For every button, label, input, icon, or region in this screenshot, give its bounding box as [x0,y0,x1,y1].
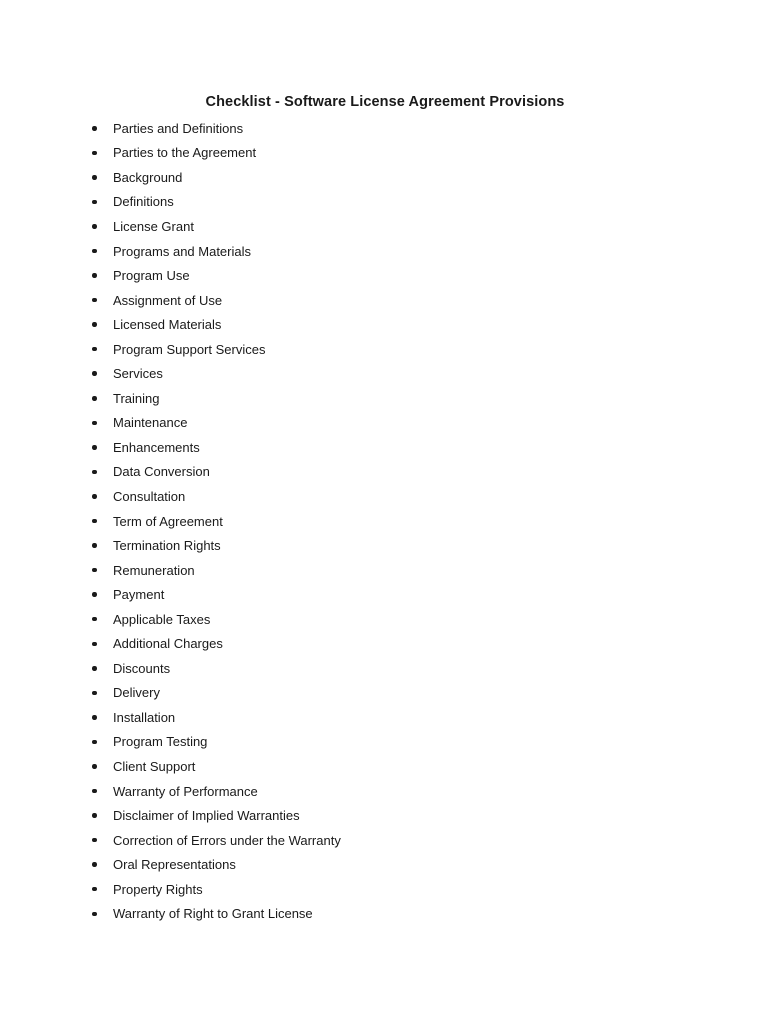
list-item-label: Parties and Definitions [113,120,244,136]
list-item-label: Consultation [113,488,186,504]
list-item [0,190,770,215]
bullet-icon [92,126,97,131]
list-item-label: Property Rights [113,881,203,897]
bullet-icon [92,764,97,769]
bullet-icon [92,347,97,352]
list-item [0,312,770,337]
list-item [0,754,770,779]
list-item [0,558,770,583]
bullet-icon [92,396,97,401]
list-item [0,730,770,755]
bullet-icon [92,224,97,229]
list-item [0,288,770,313]
list-item [0,509,770,534]
list-item [0,902,770,927]
list-item-label: Data Conversion [113,464,210,480]
list-item-label: Oral Representations [113,857,236,873]
bullet-icon [92,273,97,278]
list-item [0,705,770,730]
bullet-icon [92,813,97,818]
bullet-icon [92,666,97,671]
bullet-icon [92,642,97,647]
bullet-icon [92,838,97,843]
list-item [0,582,770,607]
bullet-icon [92,543,97,548]
list-item [0,877,770,902]
list-item [0,411,770,436]
list-item [0,386,770,411]
list-item [0,165,770,190]
list-item [0,460,770,485]
list-item [0,484,770,509]
bullet-icon [92,470,97,475]
list-item [0,852,770,877]
list-item [0,607,770,632]
list-item [0,116,770,141]
bullet-icon [92,371,97,376]
list-item-label: Disclaimer of Implied Warranties [113,808,300,824]
list-item [0,681,770,706]
list-item-label: Discounts [113,660,171,676]
list-item [0,214,770,239]
bullet-icon [92,175,97,180]
bullet-icon [92,691,97,696]
list-item-label: Background [113,169,183,185]
bullet-icon [92,298,97,303]
list-item [0,361,770,386]
list-item-label: Program Use [113,268,190,284]
bullet-icon [92,249,97,254]
bullet-icon [92,912,97,917]
list-item-label: Remuneration [113,562,195,578]
list-item-label: Assignment of Use [113,292,223,308]
bullet-icon [92,151,97,156]
bullet-icon [92,568,97,573]
bullet-icon [92,715,97,720]
list-item-label: Parties to the Agreement [113,145,257,161]
bullet-icon [92,322,97,327]
list-item [0,435,770,460]
list-item-label: Training [113,390,160,406]
document-title: Checklist - Software License Agreement Provisions [205,94,565,110]
list-item-label: Maintenance [113,415,188,431]
list-item-label: Program Support Services [113,341,266,357]
list-item-label: Installation [113,709,176,725]
list-item [0,533,770,558]
list-item-label: License Grant [113,218,194,234]
list-item-label: Services [113,366,163,382]
bullet-icon [92,887,97,892]
list-item-label: Delivery [113,685,160,701]
bullet-icon [92,421,97,426]
bullet-icon [92,519,97,524]
list-item [0,337,770,362]
list-item-label: Client Support [113,758,196,774]
list-item-label: Program Testing [113,734,208,750]
list-item-label: Correction of Errors under the Warranty [113,832,341,848]
list-item [0,828,770,853]
bullet-icon [92,740,97,745]
bullet-icon [92,617,97,622]
list-item-label: Enhancements [113,439,200,455]
list-item-label: Additional Charges [113,636,223,652]
list-item-label: Definitions [113,194,174,210]
list-item [0,656,770,681]
bullet-icon [92,789,97,794]
list-item [0,803,770,828]
list-item-label: Payment [113,587,165,603]
list-item-label: Warranty of Performance [113,783,258,799]
list-item-label: Programs and Materials [113,243,251,259]
list-item [0,141,770,166]
bullet-icon [92,862,97,867]
list-item-label: Term of Agreement [113,513,223,529]
bullet-icon [92,494,97,499]
bullet-icon [92,200,97,205]
list-item [0,263,770,288]
list-item-label: Applicable Taxes [113,611,211,627]
bullet-icon [92,445,97,450]
bullet-icon [92,592,97,597]
list-item-label: Warranty of Right to Grant License [113,906,313,922]
list-item [0,779,770,804]
list-item-label: Licensed Materials [113,317,222,333]
provisions-list [0,116,770,926]
list-item [0,239,770,264]
list-item [0,631,770,656]
list-item-label: Termination Rights [113,538,221,554]
